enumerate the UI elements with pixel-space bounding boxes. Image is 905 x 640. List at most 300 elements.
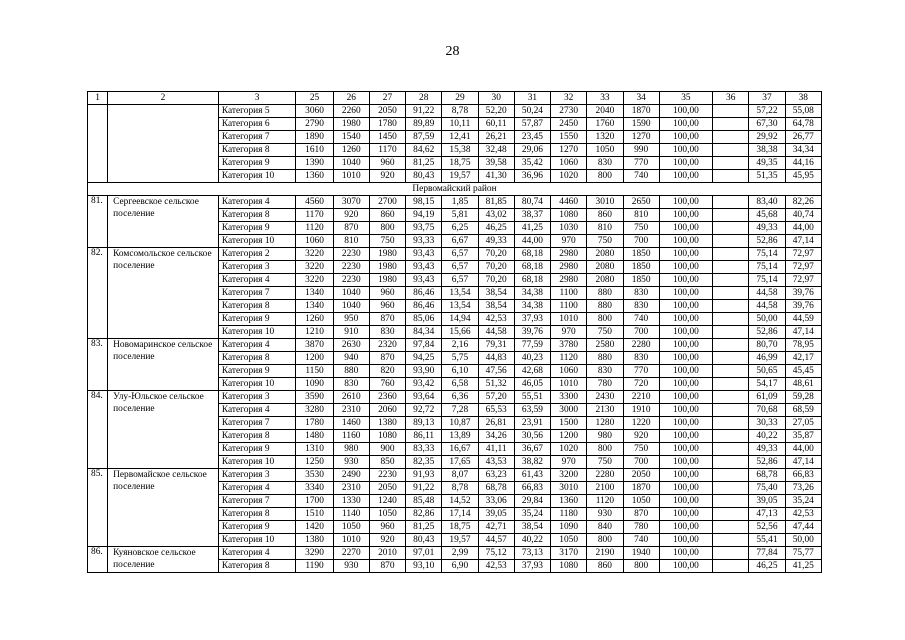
value-cell: 70,68: [749, 404, 785, 417]
value-cell: 6,67: [442, 235, 478, 248]
value-cell: 39,05: [478, 508, 514, 521]
value-cell: 1010: [333, 534, 369, 547]
table-row: [88, 469, 822, 482]
value-cell: 38,37: [514, 209, 550, 222]
value-cell: 50,24: [514, 105, 550, 118]
value-cell: [713, 118, 749, 131]
page-number: 28: [445, 44, 460, 59]
value-cell: 30,33: [749, 417, 785, 430]
value-cell: 2,16: [442, 339, 478, 352]
category-cell: Категория 4: [218, 339, 296, 352]
value-cell: [713, 417, 749, 430]
value-cell: 49,33: [478, 235, 514, 248]
value-cell: 12,41: [442, 131, 478, 144]
value-cell: 1120: [587, 495, 623, 508]
value-cell: 8,07: [442, 469, 478, 482]
value-cell: 36,96: [514, 170, 550, 183]
value-cell: 16,67: [442, 443, 478, 456]
category-cell: Категория 4: [218, 404, 296, 417]
value-cell: 1020: [551, 170, 587, 183]
value-cell: 1140: [333, 508, 369, 521]
value-cell: 800: [369, 222, 405, 235]
value-cell: 68,78: [749, 469, 785, 482]
value-cell: 100,00: [659, 248, 712, 261]
value-cell: 39,76: [514, 326, 550, 339]
value-cell: 57,87: [514, 118, 550, 131]
value-cell: 3530: [296, 469, 333, 482]
settlement-number: 82.: [88, 248, 108, 339]
column-header: 2: [108, 92, 219, 105]
value-cell: 3280: [296, 404, 333, 417]
settlement-name: Новомаринское сельское поселение: [108, 339, 219, 391]
value-cell: 100,00: [659, 105, 712, 118]
value-cell: 2230: [333, 261, 369, 274]
value-cell: 800: [587, 170, 623, 183]
value-cell: 1040: [333, 287, 369, 300]
value-cell: 2050: [369, 105, 405, 118]
category-cell: Категория 8: [218, 300, 296, 313]
value-cell: 54,17: [749, 378, 785, 391]
value-cell: [713, 326, 749, 339]
header-row: [88, 92, 822, 105]
value-cell: 6,10: [442, 365, 478, 378]
value-cell: 5,75: [442, 352, 478, 365]
value-cell: 2610: [333, 391, 369, 404]
value-cell: 55,41: [749, 534, 785, 547]
value-cell: 720: [623, 378, 659, 391]
settlement-number: 83.: [88, 339, 108, 391]
value-cell: 920: [333, 209, 369, 222]
value-cell: 10,87: [442, 417, 478, 430]
value-cell: 100,00: [659, 443, 712, 456]
value-cell: 66,83: [514, 482, 550, 495]
value-cell: 1010: [551, 378, 587, 391]
value-cell: [713, 560, 749, 573]
category-cell: Категория 8: [218, 209, 296, 222]
value-cell: 97,84: [406, 339, 442, 352]
category-cell: Категория 3: [218, 391, 296, 404]
value-cell: [713, 248, 749, 261]
value-cell: 1610: [296, 144, 333, 157]
category-cell: Категория 8: [218, 352, 296, 365]
value-cell: 2320: [369, 339, 405, 352]
value-cell: [713, 469, 749, 482]
value-cell: 94,25: [406, 352, 442, 365]
value-cell: 100,00: [659, 378, 712, 391]
value-cell: 81,25: [406, 157, 442, 170]
value-cell: 1090: [551, 521, 587, 534]
value-cell: 44,58: [478, 326, 514, 339]
value-cell: 100,00: [659, 417, 712, 430]
value-cell: 750: [587, 456, 623, 469]
value-cell: 2280: [587, 469, 623, 482]
value-cell: 93,43: [406, 274, 442, 287]
value-cell: 45,95: [785, 170, 821, 183]
column-header: 28: [406, 92, 442, 105]
value-cell: 100,00: [659, 300, 712, 313]
value-cell: 79,31: [478, 339, 514, 352]
value-cell: 100,00: [659, 534, 712, 547]
value-cell: [713, 209, 749, 222]
value-cell: 1890: [296, 131, 333, 144]
value-cell: 830: [587, 365, 623, 378]
value-cell: 50,65: [749, 365, 785, 378]
value-cell: 1100: [551, 300, 587, 313]
value-cell: 82,26: [785, 196, 821, 209]
value-cell: 2650: [623, 196, 659, 209]
value-cell: 73,13: [514, 547, 550, 560]
value-cell: 45,68: [749, 209, 785, 222]
value-cell: [713, 456, 749, 469]
value-cell: [713, 313, 749, 326]
value-cell: 950: [333, 313, 369, 326]
value-cell: 2230: [369, 469, 405, 482]
value-cell: 1030: [551, 222, 587, 235]
value-cell: 1590: [623, 118, 659, 131]
value-cell: 860: [369, 209, 405, 222]
value-cell: [713, 391, 749, 404]
value-cell: 35,24: [514, 508, 550, 521]
value-cell: 750: [587, 326, 623, 339]
value-cell: 37,93: [514, 560, 550, 573]
value-cell: 89,13: [406, 417, 442, 430]
value-cell: 1260: [333, 144, 369, 157]
value-cell: 1100: [551, 287, 587, 300]
value-cell: 870: [369, 352, 405, 365]
value-cell: 35,87: [785, 430, 821, 443]
settlement-number: 81.: [88, 196, 108, 248]
value-cell: 880: [587, 287, 623, 300]
category-cell: Категория 10: [218, 326, 296, 339]
value-cell: 30,56: [514, 430, 550, 443]
value-cell: 100,00: [659, 495, 712, 508]
value-cell: 72,97: [785, 274, 821, 287]
value-cell: 46,05: [514, 378, 550, 391]
value-cell: [713, 222, 749, 235]
category-cell: Категория 9: [218, 443, 296, 456]
value-cell: 80,70: [749, 339, 785, 352]
value-cell: 18,75: [442, 521, 478, 534]
settlement-name: [108, 105, 219, 183]
value-cell: 2700: [369, 196, 405, 209]
value-cell: [713, 131, 749, 144]
value-cell: [713, 261, 749, 274]
settlement-name: Сергеевское сельское поселение: [108, 196, 219, 248]
value-cell: 1170: [369, 144, 405, 157]
value-cell: 38,38: [749, 144, 785, 157]
value-cell: 78,95: [785, 339, 821, 352]
value-cell: 830: [623, 287, 659, 300]
value-cell: 47,56: [478, 365, 514, 378]
category-cell: Категория 7: [218, 495, 296, 508]
value-cell: 1080: [551, 560, 587, 573]
value-cell: 89,89: [406, 118, 442, 131]
value-cell: 43,02: [478, 209, 514, 222]
value-cell: 86,46: [406, 300, 442, 313]
value-cell: 3590: [296, 391, 333, 404]
value-cell: 1870: [623, 482, 659, 495]
value-cell: 100,00: [659, 326, 712, 339]
value-cell: 1190: [296, 560, 333, 573]
value-cell: 970: [551, 456, 587, 469]
value-cell: 1540: [333, 131, 369, 144]
value-cell: 2360: [369, 391, 405, 404]
column-header: 31: [514, 92, 550, 105]
category-cell: Категория 10: [218, 534, 296, 547]
value-cell: 2060: [369, 404, 405, 417]
value-cell: 44,00: [785, 222, 821, 235]
table-row: [88, 391, 822, 404]
value-cell: 1850: [623, 274, 659, 287]
value-cell: 91,93: [406, 469, 442, 482]
value-cell: [713, 157, 749, 170]
value-cell: 100,00: [659, 404, 712, 417]
value-cell: 1420: [296, 521, 333, 534]
column-header: 27: [369, 92, 405, 105]
value-cell: 1250: [296, 456, 333, 469]
value-cell: 42,53: [785, 508, 821, 521]
value-cell: 26,77: [785, 131, 821, 144]
value-cell: 70,20: [478, 261, 514, 274]
value-cell: [713, 365, 749, 378]
value-cell: [713, 495, 749, 508]
value-cell: 840: [587, 521, 623, 534]
value-cell: 82,35: [406, 456, 442, 469]
value-cell: 44,00: [785, 443, 821, 456]
value-cell: 1980: [369, 274, 405, 287]
value-cell: 75,40: [749, 482, 785, 495]
value-cell: 900: [369, 443, 405, 456]
value-cell: 93,42: [406, 378, 442, 391]
value-cell: 6,90: [442, 560, 478, 573]
value-cell: 1380: [296, 534, 333, 547]
value-cell: 75,14: [749, 248, 785, 261]
value-cell: 750: [369, 235, 405, 248]
value-cell: 1050: [587, 144, 623, 157]
value-cell: [713, 378, 749, 391]
value-cell: 5,81: [442, 209, 478, 222]
value-cell: 32,48: [478, 144, 514, 157]
value-cell: 810: [587, 222, 623, 235]
value-cell: 1320: [587, 131, 623, 144]
value-cell: 87,59: [406, 131, 442, 144]
value-cell: 100,00: [659, 235, 712, 248]
value-cell: 52,86: [749, 456, 785, 469]
column-header: 35: [659, 92, 712, 105]
value-cell: 740: [623, 170, 659, 183]
value-cell: 1780: [296, 417, 333, 430]
value-cell: 2080: [587, 261, 623, 274]
value-cell: 100,00: [659, 274, 712, 287]
value-cell: [713, 196, 749, 209]
category-cell: Категория 4: [218, 196, 296, 209]
value-cell: 40,23: [514, 352, 550, 365]
value-cell: 34,34: [785, 144, 821, 157]
value-cell: 1200: [296, 352, 333, 365]
column-header: 34: [623, 92, 659, 105]
value-cell: 830: [587, 157, 623, 170]
category-cell: Категория 10: [218, 235, 296, 248]
value-cell: 100,00: [659, 339, 712, 352]
value-cell: 55,08: [785, 105, 821, 118]
value-cell: 83,40: [749, 196, 785, 209]
value-cell: 740: [623, 313, 659, 326]
value-cell: 6,58: [442, 378, 478, 391]
value-cell: [713, 404, 749, 417]
value-cell: 39,58: [478, 157, 514, 170]
value-cell: 4460: [551, 196, 587, 209]
value-cell: 100,00: [659, 118, 712, 131]
value-cell: 800: [587, 313, 623, 326]
value-cell: 44,58: [749, 300, 785, 313]
value-cell: 3300: [551, 391, 587, 404]
value-cell: 1360: [551, 495, 587, 508]
value-cell: 35,24: [785, 495, 821, 508]
value-cell: 2980: [551, 274, 587, 287]
column-header: 36: [713, 92, 749, 105]
value-cell: [713, 105, 749, 118]
column-header: 32: [551, 92, 587, 105]
value-cell: 34,38: [514, 300, 550, 313]
value-cell: 93,43: [406, 261, 442, 274]
value-cell: 780: [587, 378, 623, 391]
value-cell: 57,20: [478, 391, 514, 404]
value-cell: 75,77: [785, 547, 821, 560]
value-cell: 3070: [333, 196, 369, 209]
value-cell: 61,43: [514, 469, 550, 482]
value-cell: 43,53: [478, 456, 514, 469]
value-cell: 960: [369, 157, 405, 170]
value-cell: 3220: [296, 274, 333, 287]
value-cell: 2450: [551, 118, 587, 131]
value-cell: 1940: [623, 547, 659, 560]
value-cell: 81,25: [406, 521, 442, 534]
value-cell: 770: [623, 157, 659, 170]
value-cell: 100,00: [659, 352, 712, 365]
value-cell: [713, 339, 749, 352]
value-cell: 6,57: [442, 248, 478, 261]
value-cell: [713, 170, 749, 183]
value-cell: 100,00: [659, 144, 712, 157]
value-cell: 2280: [623, 339, 659, 352]
value-cell: 1780: [369, 118, 405, 131]
value-cell: 46,25: [749, 560, 785, 573]
value-cell: 42,53: [478, 313, 514, 326]
column-header: 29: [442, 92, 478, 105]
column-header: 25: [296, 92, 333, 105]
value-cell: 26,21: [478, 131, 514, 144]
value-cell: 72,97: [785, 248, 821, 261]
table-row: [88, 547, 822, 560]
value-cell: 86,46: [406, 287, 442, 300]
value-cell: 930: [333, 456, 369, 469]
value-cell: 77,84: [749, 547, 785, 560]
value-cell: 93,43: [406, 248, 442, 261]
category-cell: Категория 7: [218, 131, 296, 144]
value-cell: 1120: [296, 222, 333, 235]
value-cell: 91,22: [406, 105, 442, 118]
value-cell: [713, 144, 749, 157]
value-cell: 980: [333, 443, 369, 456]
value-cell: 23,91: [514, 417, 550, 430]
value-cell: 800: [587, 534, 623, 547]
value-cell: 1060: [551, 157, 587, 170]
value-cell: [713, 534, 749, 547]
value-cell: 100,00: [659, 313, 712, 326]
value-cell: 60,11: [478, 118, 514, 131]
value-cell: 40,74: [785, 209, 821, 222]
value-cell: 3220: [296, 248, 333, 261]
category-cell: Категория 10: [218, 378, 296, 391]
value-cell: 1510: [296, 508, 333, 521]
value-cell: 17,65: [442, 456, 478, 469]
value-cell: 82,86: [406, 508, 442, 521]
value-cell: 1220: [623, 417, 659, 430]
column-header: 30: [478, 92, 514, 105]
value-cell: 2980: [551, 261, 587, 274]
settlement-number: 86.: [88, 547, 108, 573]
category-cell: Категория 8: [218, 430, 296, 443]
value-cell: 100,00: [659, 560, 712, 573]
value-cell: 940: [333, 352, 369, 365]
value-cell: 49,33: [749, 222, 785, 235]
category-cell: Категория 4: [218, 274, 296, 287]
value-cell: 3340: [296, 482, 333, 495]
value-cell: 800: [587, 443, 623, 456]
value-cell: 3290: [296, 547, 333, 560]
value-cell: 1010: [333, 170, 369, 183]
value-cell: 52,86: [749, 235, 785, 248]
value-cell: 830: [369, 326, 405, 339]
value-cell: 2630: [333, 339, 369, 352]
value-cell: 66,83: [785, 469, 821, 482]
value-cell: [713, 352, 749, 365]
value-cell: 740: [623, 534, 659, 547]
district-row: [88, 183, 822, 196]
value-cell: 81,85: [478, 196, 514, 209]
value-cell: 1910: [623, 404, 659, 417]
value-cell: 6,57: [442, 274, 478, 287]
value-cell: 760: [369, 378, 405, 391]
value-cell: 2270: [333, 547, 369, 560]
value-cell: 84,34: [406, 326, 442, 339]
value-cell: 1340: [296, 300, 333, 313]
value-cell: 13,54: [442, 287, 478, 300]
value-cell: 77,59: [514, 339, 550, 352]
value-cell: 36,67: [514, 443, 550, 456]
value-cell: 84,62: [406, 144, 442, 157]
category-cell: Категория 3: [218, 469, 296, 482]
category-cell: Категория 9: [218, 157, 296, 170]
value-cell: [713, 300, 749, 313]
value-cell: 23,45: [514, 131, 550, 144]
value-cell: 92,72: [406, 404, 442, 417]
value-cell: 920: [623, 430, 659, 443]
value-cell: 39,76: [785, 300, 821, 313]
value-cell: 3000: [551, 404, 587, 417]
value-cell: 64,78: [785, 118, 821, 131]
category-cell: Категория 2: [218, 248, 296, 261]
value-cell: 38,82: [514, 456, 550, 469]
value-cell: 93,33: [406, 235, 442, 248]
settlement-name: Улу-Юльское сельское поселение: [108, 391, 219, 469]
value-cell: 40,22: [514, 534, 550, 547]
value-cell: 3870: [296, 339, 333, 352]
value-cell: 980: [587, 430, 623, 443]
value-cell: 2080: [587, 274, 623, 287]
value-cell: 67,30: [749, 118, 785, 131]
value-cell: 2130: [587, 404, 623, 417]
